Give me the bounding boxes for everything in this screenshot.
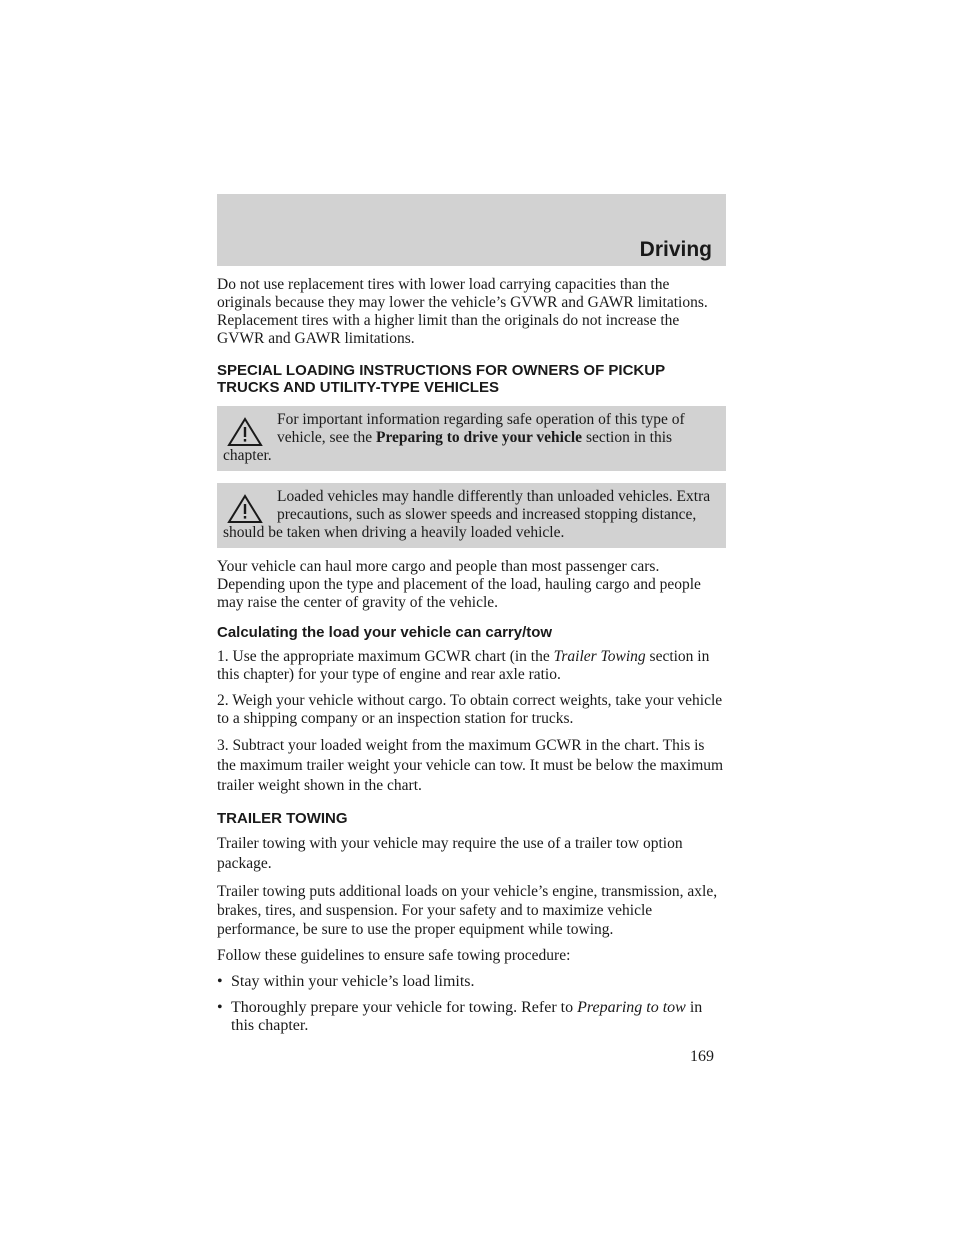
special-loading-heading: SPECIAL LOADING INSTRUCTIONS FOR OWNERS OF PICKUP TRUCKS AND UTILITY-TYPE VEHICLES	[217, 362, 665, 396]
page-content	[217, 276, 726, 1035]
towing-loads-paragraph: Trailer towing puts additional loads on your vehicle’s engine, transmission, axle, brakes, tires, and suspension. For your safety and to maximize vehicle performance, be sure to use the proper equipment while towing.	[217, 883, 718, 938]
trailer-towing-heading: TRAILER TOWING	[217, 810, 348, 827]
section-header-band	[217, 194, 726, 266]
warning-triangle-icon	[227, 494, 263, 524]
warning-box-safe-operation	[217, 406, 726, 471]
preparing-to-tow-reference: Preparing to tow	[577, 999, 686, 1016]
bullet-item-prepare-towing	[217, 999, 726, 1035]
calculating-load-heading: Calculating the load your vehicle can carry/tow	[217, 624, 553, 641]
bullet-text: Stay within your vehicle’s load limits.	[231, 973, 475, 990]
step-1-paragraph	[217, 648, 726, 684]
step-2-paragraph: 2. Weigh your vehicle without cargo. To obtain correct weights, take your vehicle to a shipping company or an inspection station for trucks.	[217, 692, 723, 727]
page-number: 169	[690, 1048, 714, 1065]
cargo-paragraph: Your vehicle can haul more cargo and people than most passenger cars. Depending upon the type and placement of the load, hauling cargo and people may raise the center of gravity of the vehicle.	[217, 558, 701, 611]
warning-bold-reference: Preparing to drive your vehicle	[375, 429, 583, 446]
section-title: Driving	[639, 238, 712, 261]
bullet-item-load-limits	[217, 973, 726, 991]
warning-text-part: section in this chapter.	[223, 429, 673, 464]
bullet-text	[231, 999, 726, 1035]
trailer-towing-reference: Trailer Towing	[553, 648, 646, 665]
bullet-mark: •	[217, 973, 223, 990]
warning-text-part: For important information regarding safe operation of this type of vehicle, see the	[277, 411, 685, 446]
step-text-part: section in this chapter) for your type of engine and rear axle ratio.	[217, 648, 710, 683]
guidelines-paragraph: Follow these guidelines to ensure safe towing procedure:	[217, 947, 571, 964]
warning-triangle-icon	[227, 417, 263, 447]
warning-box-loaded-vehicles	[217, 483, 726, 548]
bullet-text-part: Thoroughly prepare your vehicle for towing. Refer to	[231, 999, 578, 1016]
step-text-part: 1. Use the appropriate maximum GCWR chart (in the	[217, 648, 554, 665]
tire-replacement-paragraph: Do not use replacement tires with lower load carrying capacities than the originals because they may lower the vehicle’s GVWR and GAWR limitations. Replacement tires with a higher limit than the originals do not increase the GVWR and GAWR limitations.	[217, 276, 708, 347]
step-3-paragraph: 3. Subtract your loaded weight from the maximum GCWR in the chart. This is the maximum trailer weight your vehicle can tow. It must be below the maximum trailer weight shown in the chart.	[217, 737, 724, 794]
bullet-text-part: in this chapter.	[231, 999, 703, 1034]
towing-option-paragraph: Trailer towing with your vehicle may require the use of a trailer tow option package.	[217, 835, 683, 872]
warning-text: Loaded vehicles may handle differently than unloaded vehicles. Extra precautions, such as slower speeds and increased stopping distance, should be taken when driving a heavily loaded vehicle.	[223, 488, 711, 541]
bullet-mark: •	[217, 999, 223, 1016]
